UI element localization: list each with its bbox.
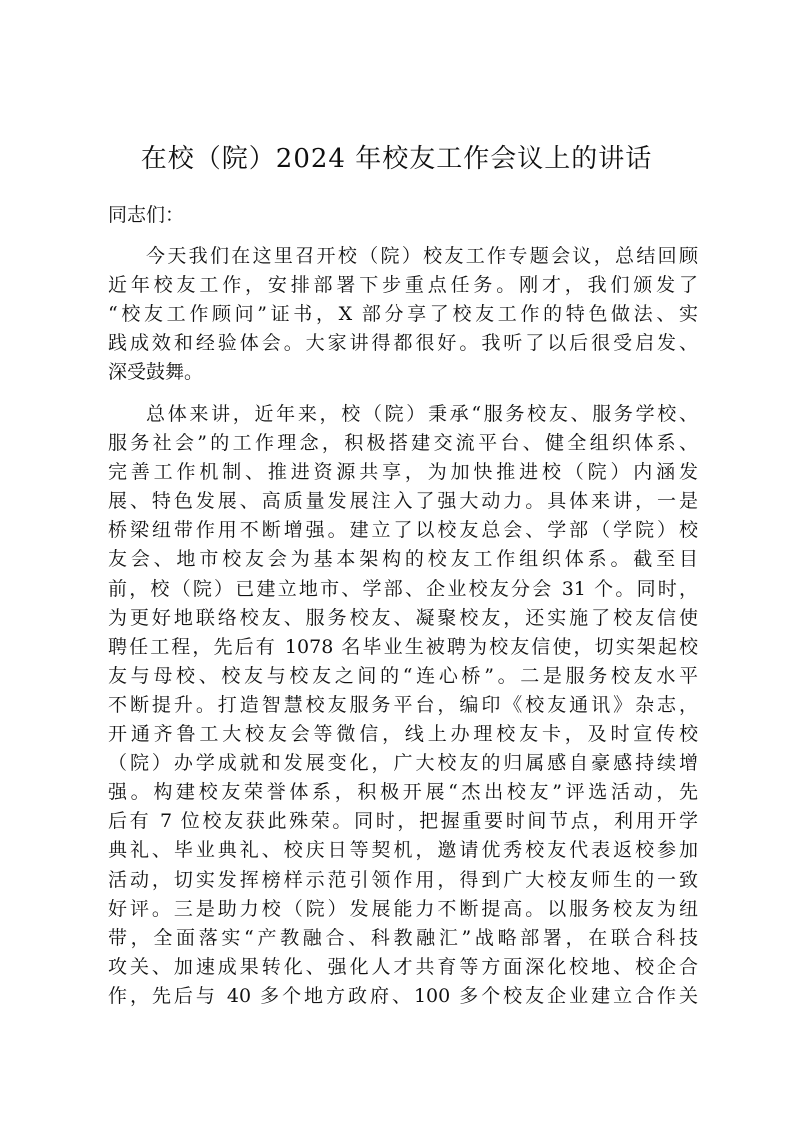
paragraph-line: 带，全面落实“产教融合、科教融汇”战略部署，在联合科技 [108,926,698,949]
paragraph-line: 友会、地市校友会为基本架构的校友工作组织体系。截至目 [108,548,698,571]
paragraph-line: 聘任工程，先后有 1078 名毕业生被聘为校友信使，切实架起校 [108,635,698,658]
paragraph-line: 总体来讲，近年来，校（院）秉承“服务校友、服务学校、 [146,403,698,425]
paragraph-line: （院）办学成就和发展变化，广大校友的归属感自豪感持续增 [108,752,698,775]
paragraph-line: 桥梁纽带作用不断增强。建立了以校友总会、学部（学院）校 [108,519,698,542]
document-title: 在校（院）2024 年校友工作会议上的讲话 [140,144,653,174]
paragraph-line: 完善工作机制、推进资源共享，为加快推进校（院）内涵发 [108,461,698,484]
paragraph-line: 展、特色发展、高质量发展注入了强大动力。具体来讲，一是 [108,490,698,513]
paragraph-line: 不断提升。打造智慧校友服务平台，编印《校友通讯》杂志， [108,693,698,716]
paragraph-line: “校友工作顾问”证书，X 部分享了校友工作的特色做法、实 [108,303,698,326]
paragraph-line: 作，先后与 40 多个地方政府、100 多个校友企业建立合作关 [108,984,698,1007]
paragraph-line: 活动，切实发挥榜样示范引领作用，得到广大校友师生的一致 [108,868,698,891]
paragraph-line: 友与母校、校友与校友之间的“连心桥”。二是服务校友水平 [108,664,698,687]
paragraph-line: 典礼、毕业典礼、校庆日等契机，邀请优秀校友代表返校参加 [108,839,698,862]
paragraph-line: 后有 7 位校友获此殊荣。同时，把握重要时间节点，利用开学 [108,810,698,833]
paragraph-line: 为更好地联络校友、服务校友、凝聚校友，还实施了校友信使 [108,606,698,629]
paragraph [108,400,698,1011]
paragraph-line: 服务社会”的工作理念，积极搭建交流平台、健全组织体系、 [108,432,698,455]
paragraph-line: 好评。三是助力校（院）发展能力不断提高。以服务校友为纽 [108,897,698,920]
paragraph-line: 前，校（院）已建立地市、学部、企业校友分会 31 个。同时， [108,577,698,600]
paragraph-line: 今天我们在这里召开校（院）校友工作专题会议，总结回顾 [146,245,698,267]
paragraph-line: 近年校友工作，安排部署下步重点任务。刚才，我们颁发了 [108,274,698,297]
paragraph-line: 开通齐鲁工大校友会等微信，线上办理校友卡，及时宣传校 [108,723,698,746]
paragraph [108,242,698,387]
paragraph-line: 深受鼓舞。 [108,361,204,384]
paragraph-line: 践成效和经验体会。大家讲得都很好。我听了以后很受启发、 [108,332,698,355]
paragraph-line: 攻关、加速成果转化、强化人才共育等方面深化校地、校企合 [108,955,698,978]
paragraph-line: 强。构建校友荣誉体系，积极开展“杰出校友”评选活动，先 [108,781,698,804]
salutation: 同志们： [108,204,185,226]
